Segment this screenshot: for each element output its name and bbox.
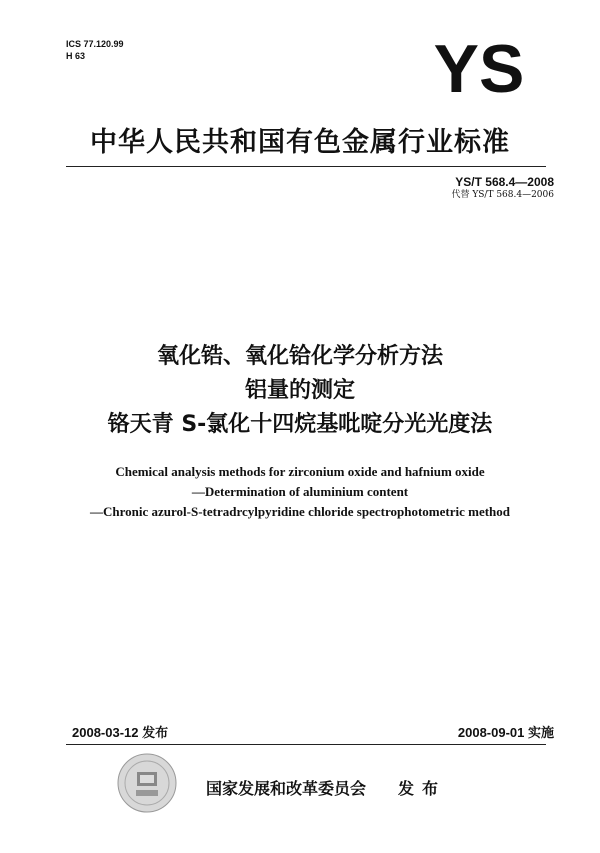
ys-logo-text: YS	[433, 36, 525, 98]
class-code: H 63	[66, 51, 86, 61]
issuing-authority: 国家发展和改革委员会	[206, 779, 367, 798]
ics-code: ICS 77.120.99	[66, 39, 124, 49]
header-divider	[66, 166, 546, 167]
organization-title: 中华人民共和国有色金属行业标准	[90, 127, 510, 158]
en-title-line1: Chemical analysis methods for zirconium oxide and hafnium oxide	[115, 464, 485, 479]
classification-codes	[66, 38, 124, 62]
footer-divider	[66, 744, 546, 745]
issue-label: 发布	[398, 779, 447, 798]
english-title	[0, 462, 600, 522]
issue-date: 2008-03-12 发布	[72, 725, 169, 740]
seal-icon	[116, 752, 178, 814]
en-title-line2: —Determination of aluminium content	[191, 484, 409, 499]
cn-title-line3: 铬天青 S-氯化十四烷基吡啶分光光度法	[107, 412, 493, 437]
chinese-title	[0, 340, 600, 442]
cn-title-line1: 氧化锆、氧化铪化学分析方法	[156, 344, 443, 369]
cn-title-line2: 铝量的测定	[244, 378, 355, 403]
standard-number: YS/T 568.4—2008	[455, 175, 554, 189]
en-title-line3: —Chronic azurol-S-tetradrcylpyridine chloride spectrophotometric method	[89, 504, 511, 519]
replaces-standard: 代替 YS/T 568.4—2006	[451, 190, 554, 200]
implement-date: 2008-09-01 实施	[457, 725, 554, 740]
ys-logo	[420, 36, 538, 98]
standard-number-block	[451, 176, 554, 202]
